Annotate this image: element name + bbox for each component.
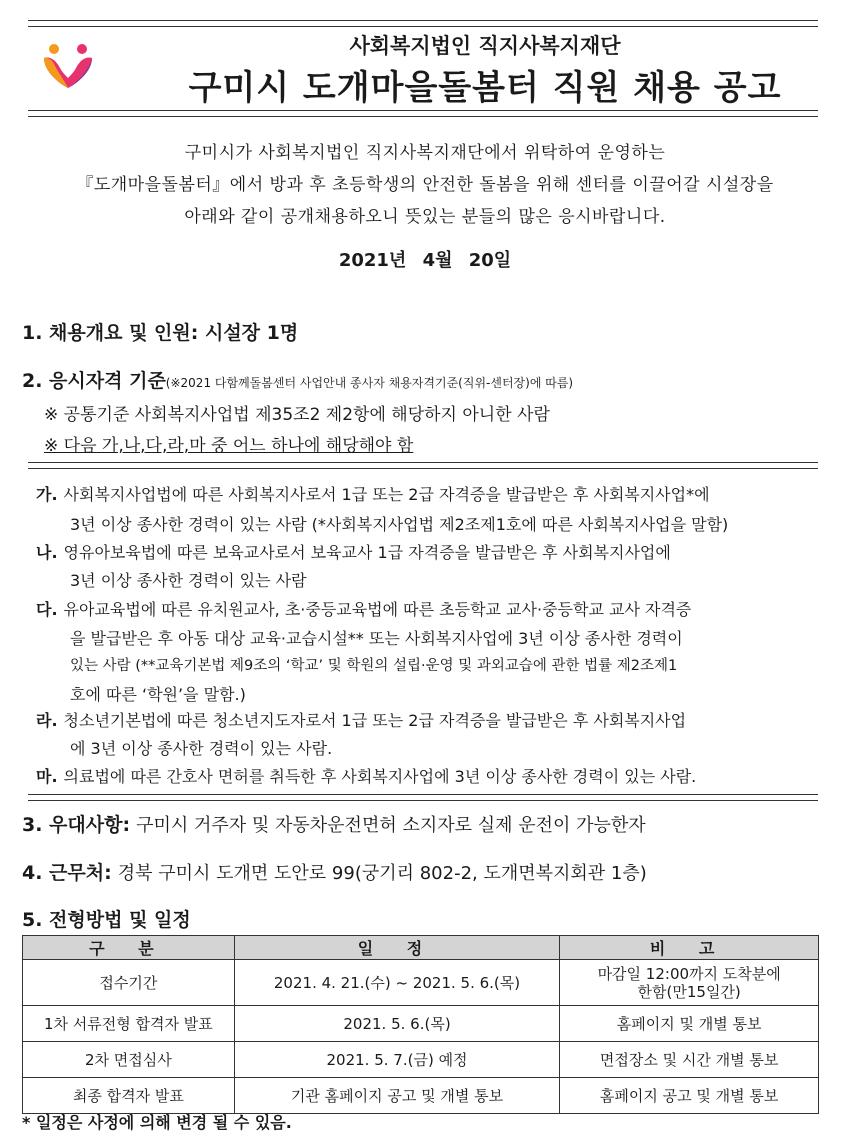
intro-line-1: 구미시가 사회복지법인 직지사복지재단에서 위탁하여 운영하는 [184,143,666,163]
qualification-ra [36,708,826,731]
qualification-ga-line2: 3년 이상 종사한 경력이 있는 사람 (*사회복지사업법 제2조제1호에 따른 사회복지사업을 말함) [70,515,729,534]
qualification-na [36,540,826,563]
qualification-ra-line2: 에 3년 이상 종사한 경력이 있는 사람. [70,739,333,758]
section-4-text: 경북 구미시 도개면 도안로 99(궁기리 802-2, 도개면복지회관 1층) [117,863,647,884]
qualification-ga-line1: 사회복지사업법에 따른 사회복지사로서 1급 또는 2급 자격증을 발급받은 후 사회복지사업*에 [63,485,710,504]
schedule-header-row [23,936,819,960]
qualification-ma-label: 마. [36,767,58,786]
table-row [23,1042,819,1078]
heart-people-logo-icon [40,42,96,90]
schedule-cell-note: 홈페이지 및 개별 통보 [560,1006,819,1042]
section-3-label: 3. 우대사항: [22,814,131,836]
section-5-heading [22,905,191,932]
section-4-label: 4. 근무처: [22,862,112,884]
header-bottom-rule [28,110,818,117]
schedule-cell-note: 면접장소 및 시간 개별 통보 [560,1042,819,1078]
schedule-note-line1: 마감일 12:00까지 도착분에 [597,964,781,983]
section-2-heading [22,366,573,393]
schedule-cell-category: 최종 합격자 발표 [23,1078,235,1114]
criteria-choice-note: ※ 다음 가,나,다,라,마 중 어느 하나에 해당해야 함 [44,436,414,456]
schedule-cell-category: 1차 서류전형 합격자 발표 [23,1006,235,1042]
schedule-cell-category: 접수기간 [23,960,235,1006]
intro-line-3: 아래와 같이 공개채용하오니 뜻있는 분들의 많은 응시바랍니다. [184,207,666,227]
table-row [23,960,819,1006]
schedule-cell-date: 2021. 4. 21.(수) ~ 2021. 5. 6.(목) [234,960,560,1006]
section-2-label-note: (※2021 다함께돌봄센터 사업안내 종사자 채용자격기준(직위-센터장)에 따름) [165,376,574,390]
section-1-label: 1. 채용개요 및 인원: 시설장 1명 [22,322,299,344]
qualifications-bottom-rule [28,794,818,801]
schedule-cell-category: 2차 면접심사 [23,1042,235,1078]
qualification-na-line2: 3년 이상 종사한 경력이 있는 사람 [70,571,307,590]
page-title: 구미시 도개마을돌봄터 직원 채용 공고 [188,68,782,108]
qualification-ra-line1: 청소년기본법에 따른 청소년지도자로서 1급 또는 2급 자격증을 발급받은 후 사회복지사업 [63,711,687,730]
schedule-cell-date: 2021. 5. 7.(금) 예정 [234,1042,560,1078]
qualification-na-line1: 영유아보육법에 따른 보육교사로서 보육교사 1급 자격증을 발급받은 후 사회복지사업에 [63,543,671,562]
section-3-text: 구미시 거주자 및 자동차운전면허 소지자로 실제 운전이 가능한자 [136,815,646,836]
schedule-header-category: 구 분 [23,936,235,960]
qualification-ga [36,482,826,505]
schedule-cell-date: 기관 홈페이지 공고 및 개별 통보 [234,1078,560,1114]
common-criteria-note: ※ 공통기준 사회복지사업법 제35조2 제2항에 해당하지 아니한 사람 [44,405,550,425]
schedule-cell-note [560,960,819,1006]
schedule-cell-date: 2021. 5. 6.(목) [234,1006,560,1042]
qualification-na-label: 나. [36,543,58,562]
qualification-ga-label: 가. [36,485,58,504]
qualification-ma [36,764,826,787]
schedule-change-footnote: * 일정은 사정에 의해 변경 될 수 있음. [22,1113,292,1132]
qualification-da-line2: 을 발급받은 후 아동 대상 교육·교습시설** 또는 사회복지사업에 3년 이상 종사한 경력이 [70,629,683,648]
section-4-heading [22,858,647,885]
table-row [23,1006,819,1042]
qualification-da [36,597,826,620]
section-3-heading [22,810,646,837]
qualification-da-label: 다. [36,600,58,619]
section-2-label: 2. 응시자격 기준 [22,370,166,392]
section-1-heading [22,318,298,345]
qualifications-top-rule [28,462,818,469]
qualification-ra-label: 라. [36,711,58,730]
qualification-da-line4: 호에 따른 ‘학원’을 말함.) [70,685,246,704]
schedule-header-note: 비 고 [560,936,819,960]
intro-line-2: 『도개마을돌봄터』에서 방과 후 초등학생의 안전한 돌봄을 위해 센터를 이끌어갈 시설장을 [76,175,774,195]
schedule-cell-note: 홈페이지 공고 및 개별 통보 [560,1078,819,1114]
schedule-header-date: 일 정 [234,936,560,960]
qualification-ma-line1: 의료법에 따른 간호사 면허를 취득한 후 사회복지사업에 3년 이상 종사한 경력이 있는 사람. [63,767,697,786]
section-5-label: 5. 전형방법 및 일정 [22,909,191,931]
organization-name: 사회복지법인 직지사복지재단 [349,34,621,58]
header-top-rule [28,20,818,27]
schedule-table [22,935,819,1114]
announcement-date: 2021년 4월 20일 [338,250,512,271]
qualification-da-line1: 유아교육법에 따른 유치원교사, 초·중등교육법에 따른 초등학교 교사·중등학교 교사 자격증 [63,600,692,619]
table-row [23,1078,819,1114]
qualification-da-line3: 있는 사람 (**교육기본법 제9조의 ‘학교’ 및 학원의 설립·운영 및 과외교습에 관한 법률 제2조제1 [70,658,678,674]
schedule-note-line2: 한함(만15일간) [637,982,741,1001]
